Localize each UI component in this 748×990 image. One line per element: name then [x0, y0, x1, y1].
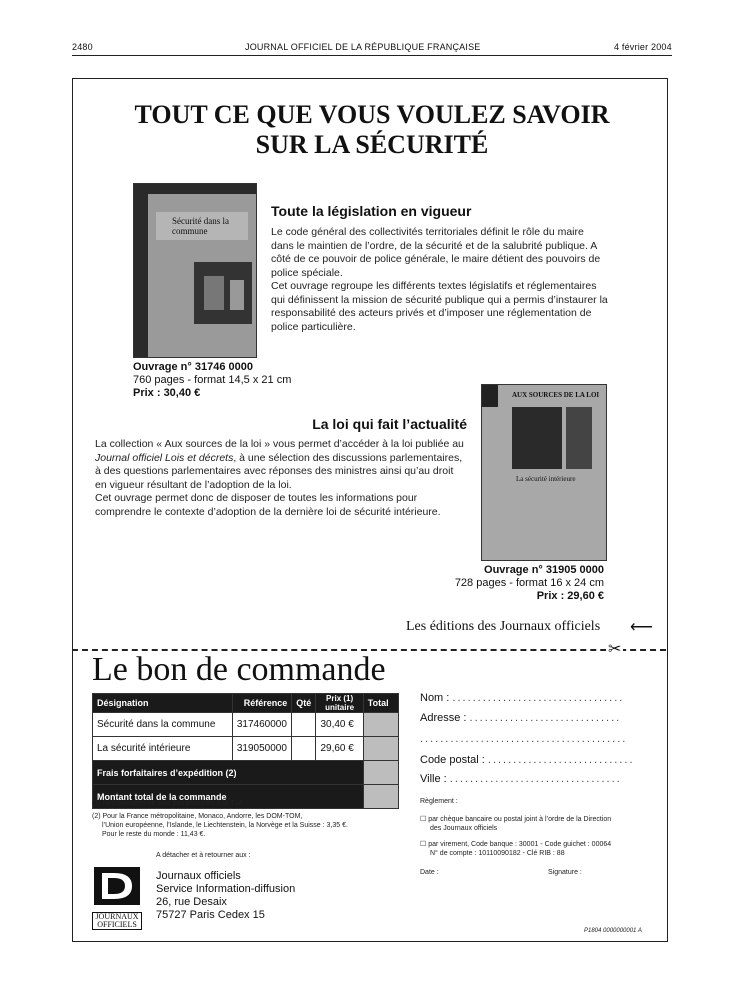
- book2-para1: La collection « Aux sources de la loi » vous permet d’accéder à la loi publiée au Journal officiel Lois et décrets, à une sélection des discussions parlementaires, à des questions parlementaires avec réponses des ministres ainsi qu’au droit en vigueur résultant de l’adoption de la loi.: [95, 438, 464, 491]
- form-code: P1804 0000000001 A: [584, 928, 642, 934]
- grand-total-label: Montant total de la commande: [93, 785, 364, 809]
- page-date: 4 février 2004: [614, 42, 672, 52]
- row2-qty-input[interactable]: [292, 737, 316, 761]
- ad-title-line1: TOUT CE QUE VOUS VOULEZ SAVOIR: [134, 100, 610, 129]
- book2-ref: Ouvrage n° 31905 0000: [484, 564, 604, 576]
- header-rule: [72, 55, 672, 56]
- book1-price: Prix : 30,40 €: [133, 387, 201, 399]
- row1-designation: Sécurité dans la commune: [93, 713, 233, 737]
- book2-cover-sub: La sécurité intérieure: [516, 475, 576, 483]
- book2-price: Prix : 29,60 €: [536, 590, 604, 602]
- row1-unit-price: 30,40 €: [316, 713, 363, 737]
- book2-para2: Cet ouvrage permet donc de disposer de toutes les informations pour comprendre le contexte d’adoption de la dernière loi de sécurité intérieure.: [95, 492, 441, 518]
- book1-para1: Le code général des collectivités territoriales définit le rôle du maire dans le maintien de l’ordre, de la sécurité et de la salubrité publique. A côté de ce pouvoir de police générale, le maire détient des pouvoirs de police spéciale.: [271, 226, 601, 279]
- shipping-row: [93, 761, 399, 785]
- shipping-total: [363, 761, 398, 785]
- note-vat: (1) Nos ouvrages ne sont pas assujettis à la TVA.: [92, 800, 246, 807]
- publisher-name: Les éditions des Journaux officiels: [406, 619, 601, 634]
- adresse-field[interactable]: Adresse : ..............................: [420, 712, 622, 724]
- col-unit-price: Prix (1) unitaire: [316, 694, 363, 713]
- reglement-label: Règlement :: [420, 798, 458, 805]
- book1-cover-image: [133, 183, 257, 358]
- journaux-officiels-logo: JOURNAUX OFFICIELS: [92, 865, 142, 921]
- shipping-label: Frais forfaitaires d’expédition (2): [93, 761, 364, 785]
- ad-title-line2: SUR LA SÉCURITÉ: [255, 130, 489, 159]
- ad-title: [72, 100, 672, 160]
- book2-cover-title: AUX SOURCES DE LA LOI: [512, 391, 600, 399]
- adresse-line2-field[interactable]: .........................................: [420, 733, 628, 745]
- col-designation: Désignation: [93, 694, 233, 713]
- row2-total: [363, 737, 398, 761]
- table-row: [93, 737, 399, 761]
- book2-format: 728 pages - format 16 x 24 cm: [454, 577, 604, 589]
- col-total: Total: [363, 694, 398, 713]
- checkbox-icon[interactable]: ☐: [420, 816, 427, 823]
- book1-format: 760 pages - format 14,5 x 21 cm: [133, 374, 292, 386]
- journal-title: JOURNAL OFFICIEL DE LA RÉPUBLIQUE FRANÇAISE: [245, 42, 481, 52]
- col-qty: Qté: [292, 694, 316, 713]
- grand-total-value: [363, 785, 398, 809]
- order-table-header: [93, 694, 399, 713]
- signature-field[interactable]: Signature :: [548, 869, 582, 876]
- book1-cover-title: Sécurité dans la commune: [172, 216, 229, 236]
- detach-instruction: A détacher et à retourner aux :: [156, 852, 251, 859]
- book1-para2: Cet ouvrage regroupe les différents textes législatifs et réglementaires qui définissent la mission de sécurité publique qui a permis d’instaurer la responsabilité des acteurs privés et d’imposer une réglementation de police particulière.: [271, 280, 608, 333]
- checkbox-icon[interactable]: ☐: [420, 841, 427, 848]
- row1-qty-input[interactable]: [292, 713, 316, 737]
- nom-field[interactable]: Nom : ..................................: [420, 692, 625, 704]
- table-row: [93, 713, 399, 737]
- book2-cover-image: [481, 384, 607, 561]
- order-table: [92, 693, 399, 809]
- book1-info: [133, 361, 291, 400]
- page-number: 2480: [72, 42, 93, 52]
- arrow-left-icon: ⟵: [630, 619, 653, 636]
- scissors-icon: ✂: [608, 641, 622, 658]
- row1-total: [363, 713, 398, 737]
- payment-cheque-option[interactable]: ☐ par chèque bancaire ou postal joint à l’ordre de la Direction des Journaux officiels: [420, 816, 612, 832]
- row2-reference: 319050000: [232, 737, 291, 761]
- book2-heading: La loi qui fait l’actualité: [312, 416, 467, 432]
- book2-description: [95, 438, 467, 519]
- date-field[interactable]: Date :: [420, 869, 439, 876]
- book1-heading: Toute la législation en vigueur: [271, 203, 472, 219]
- col-reference: Référence: [232, 694, 291, 713]
- ville-field[interactable]: Ville : ..................................: [420, 773, 622, 785]
- payment-transfer-option[interactable]: ☐ par virement, Code banque : 30001 - Code guichet : 00064 N° de compte : 10110090182 - Clé RIB : 88: [420, 841, 612, 857]
- book1-description: [271, 226, 609, 334]
- book1-ref: Ouvrage n° 31746 0000: [133, 361, 253, 373]
- row2-unit-price: 29,60 €: [316, 737, 363, 761]
- row2-designation: La sécurité intérieure: [93, 737, 233, 761]
- note-shipping: (2) Pour la France métropolitaine, Monaco, Andorre, les DOM-TOM, l’Union européenne, l’Islande, le Liechtenstein, la Norvège et la Suisse : 3,35 €. Pour le reste du monde : 11,43 €.: [92, 813, 348, 838]
- code-postal-field[interactable]: Code postal : .............................: [420, 754, 635, 766]
- return-address: Journaux officiels Service Information-diffusion 26, rue Desaix 75727 Paris Cedex 15: [156, 870, 296, 921]
- book2-info: [400, 564, 604, 603]
- order-form-title: Le bon de commande: [92, 651, 386, 688]
- row1-reference: 317460000: [232, 713, 291, 737]
